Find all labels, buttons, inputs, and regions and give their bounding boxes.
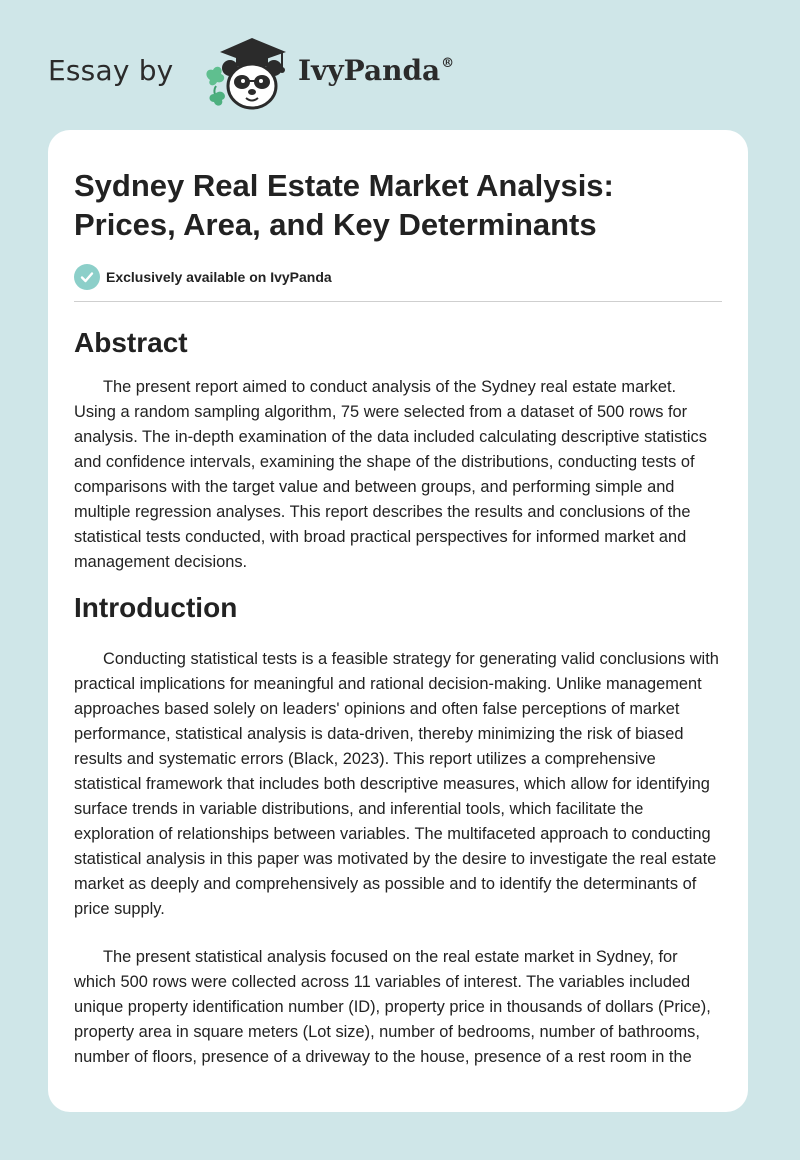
introduction-paragraph-2: The present statistical analysis focused on the real estate market in Sydney, for which 500 rows were collected across 11 variables of interest. The variables included unique property identification number (ID), property price in thousands of dollars (Price), property area in square meters (Lot size), number of bedrooms, number of bathrooms, number of floors, presence of a driveway to the house, presence of a rest room in the (74, 948, 711, 1066)
brand-name[interactable] (298, 54, 454, 87)
article-content (74, 166, 722, 1070)
article-card (48, 130, 748, 1112)
abstract-heading: Abstract (74, 327, 188, 358)
introduction-paragraph-1: Conducting statistical tests is a feasible strategy for generating valid conclusions with practical implications for meaningful and rational decision-making. Unlike management approaches based solely on leaders' opinions and often false perceptions of market performance, statistical analysis is data-driven, thereby minimizing the risk of biased results and systematic errors (Black, 2023). This report utilizes a comprehensive statistical framework that includes both descriptive measures, which allow for identifying surface trends in variable distributions, and inferential tools, which facilitate the exploration of relationships between variables. The multifaceted approach to conducting statistical analysis in this paper was motivated by the desire to investigate the real estate market as deeply and comprehensively as possible and to identify the determinants of price supply. (74, 650, 719, 918)
brand-prefix: Essay by (48, 54, 174, 87)
divider (74, 301, 722, 302)
brand-name-text: IvyPanda (298, 54, 441, 87)
introduction-heading: Introduction (74, 592, 238, 623)
trademark-symbol: ® (441, 56, 455, 71)
exclusive-badge (74, 264, 722, 290)
panda-graduate-icon[interactable] (202, 34, 294, 112)
article-title: Sydney Real Estate Market Analysis: Prices, Area, and Key Determinants (74, 168, 614, 242)
check-circle-icon (74, 264, 100, 290)
abstract-paragraph: The present report aimed to conduct analysis of the Sydney real estate market. Using a random sampling algorithm, 75 were selected from a dataset of 500 rows for analysis. The in-depth examination of the data included calculating descriptive statistics and confidence intervals, examining the shape of the distributions, conducting tests of comparisons with the target value and between groups, and performing simple and multiple regression analyses. This report describes the results and conclusions of the statistical tests conducted, with broad practical perspectives for informed market and management decisions. (74, 378, 707, 571)
exclusive-label: Exclusively available on IvyPanda (106, 269, 332, 285)
site-header (48, 30, 548, 114)
